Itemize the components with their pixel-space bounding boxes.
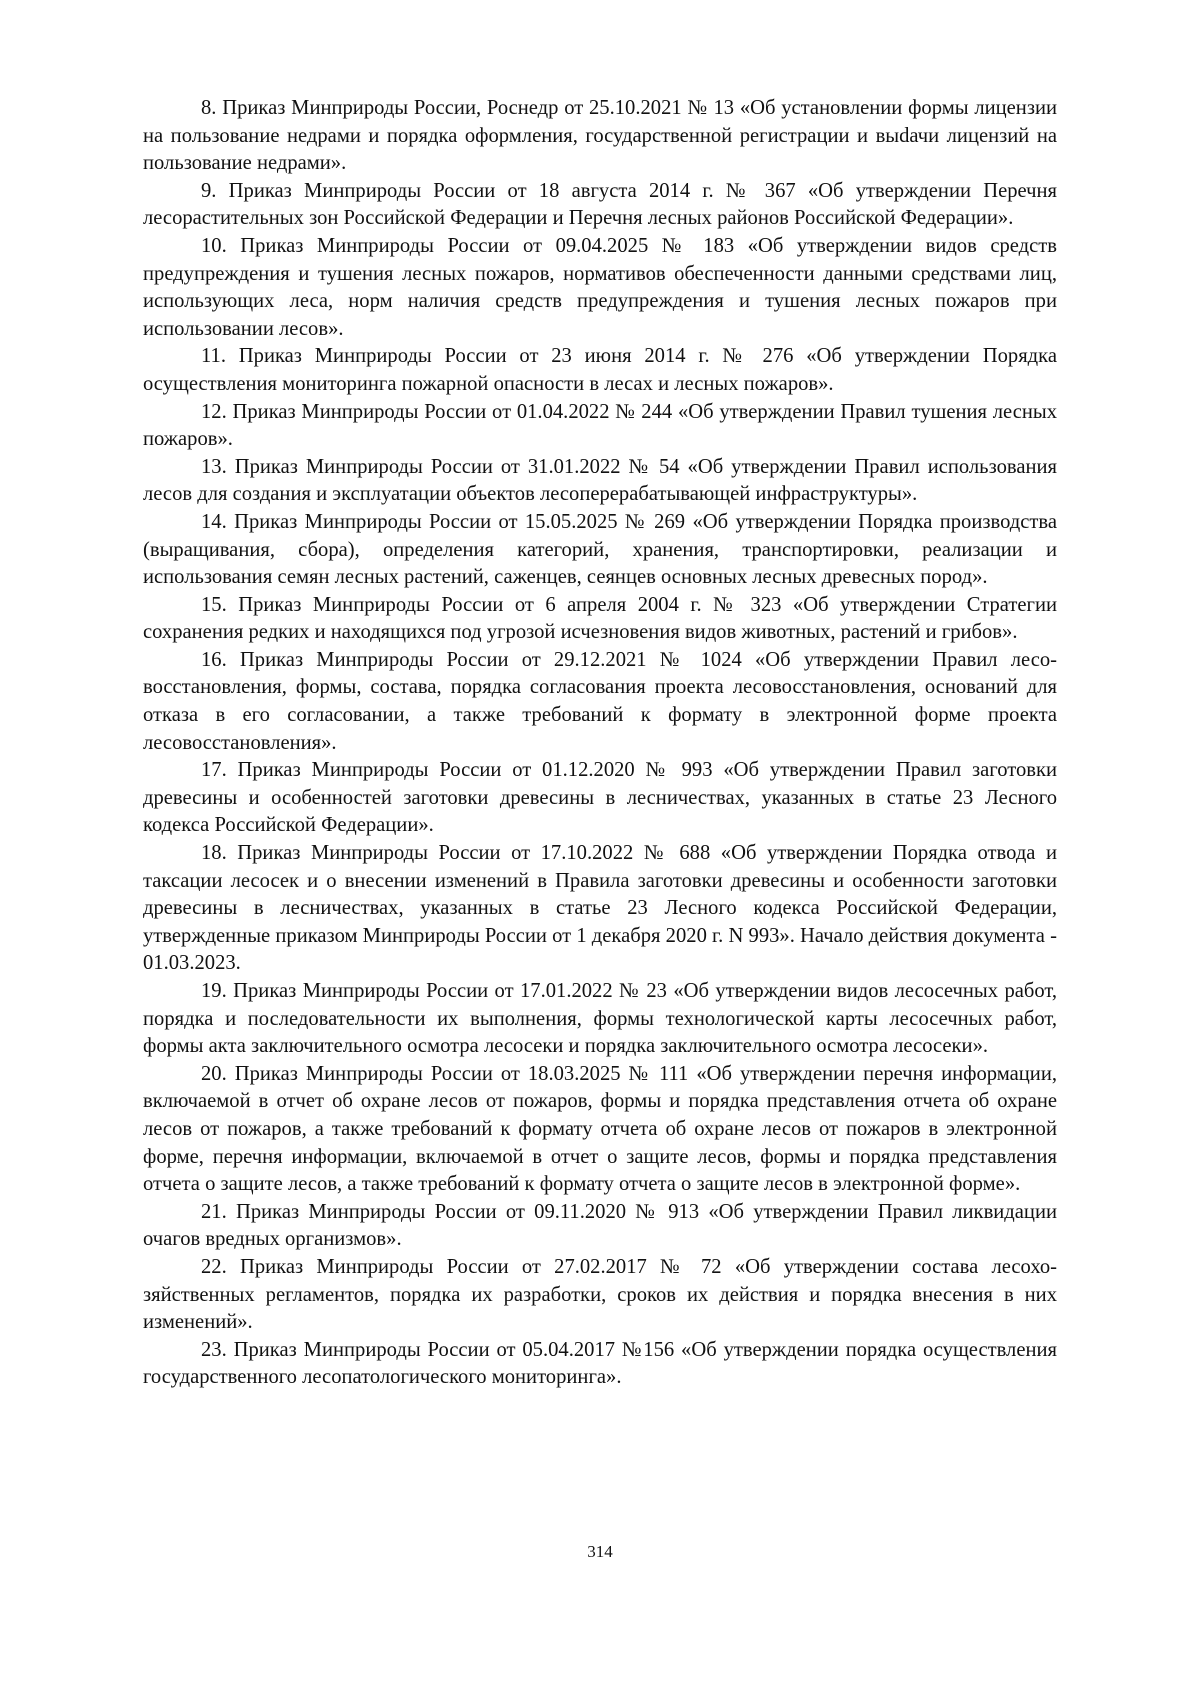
- list-item: 13. Приказ Минприроды России от 31.01.2022 № 54 «Об утверждении Правил использования лесов для создания и эксплуатации объектов лесоперерабатывающей инфраструктуры».: [143, 455, 1057, 506]
- list-item: 21. Приказ Минприроды России от 09.11.2020 № 913 «Об утверждении Правил ликвидации очагов вредных организмов».: [143, 1200, 1057, 1251]
- list-item: 10. Приказ Минприроды России от 09.04.2025 № 183 «Об утверждении видов средств предупреждения и тушения лесных пожаров, нормативов обеспеченности данными средствами лиц, использующих леса, норм наличия средств предупреждения и тушения лесных пожаров при использовании лесов».: [143, 234, 1057, 340]
- document-body: [143, 95, 1057, 1392]
- list-item: 16. Приказ Минприроды России от 29.12.2021 № 1024 «Об утверждении Правил лесовосстановления, формы, состава, порядка согласования проекта лесовосстановления, оснований для отказа в его согласовании, а также требований к формату в электронной форме проекта лесовосстановления».: [143, 648, 1057, 754]
- list-item: 11. Приказ Минприроды России от 23 июня 2014 г. № 276 «Об утверждении Порядка осуществления мониторинга пожарной опасности в лесах и лесных пожаров».: [143, 345, 1057, 395]
- list-item: 14. Приказ Минприроды России от 15.05.2025 № 269 «Об утверждении Порядка производства (выращивания, сбора), определения категорий, хранения, транспортировки, реализации и использования семян лесных растений, саженцев, сеянцев основных лесных древесных пород».: [143, 510, 1057, 589]
- list-item: 9. Приказ Минприроды России от 18 августа 2014 г. № 367 «Об утверждении Перечня лесорастительных зон Российской Федерации и Перечня лесных районов Российской Федерации».: [143, 179, 1057, 230]
- list-item: 18. Приказ Минприроды России от 17.10.2022 № 688 «Об утверждении Порядка отвода и таксации лесосек и о внесении изменений в Правила заготовки древесины и особенности заготовки древесины в лесничествах, указанных в статье 23 Лесного кодекса Российской Федерации, утвержденные приказом Минприроды России от 1 декабря 2020 г. N 993». Начало действия документа - 01.03.2023.: [143, 842, 1057, 975]
- list-item: 15. Приказ Минприроды России от 6 апреля 2004 г. № 323 «Об утверждении Стратегии сохранения редких и находящихся под угрозой исчезновения видов животных, растений и грибов».: [143, 593, 1057, 644]
- page-number: 314: [587, 1542, 613, 1561]
- list-item: 23. Приказ Минприроды России от 05.04.2017 №156 «Об утверждении порядка осуществления государственного лесопатологического мониторинга».: [143, 1338, 1057, 1389]
- list-item: 8. Приказ Минприроды России, Роснедр от 25.10.2021 № 13 «Об установлении формы лицензии на пользование недрами и порядка оформления, государственной регистрации и выdачи лицензий на пользование недрами».: [143, 97, 1057, 175]
- list-item: 22. Приказ Минприроды России от 27.02.2017 № 72 «Об утверждении состава лесохозяйственных регламентов, порядка их разработки, сроков их действия и порядка внесения в них изменений».: [143, 1255, 1057, 1334]
- list-item: 17. Приказ Минприроды России от 01.12.2020 № 993 «Об утверждении Правил заготовки древесины и особенностей заготовки древесины в лесничествах, указанных в статье 23 Лесного кодекса Российской Федерации».: [143, 759, 1057, 837]
- list-item: 20. Приказ Минприроды России от 18.03.2025 № 111 «Об утверждении перечня информации, включаемой в отчет об охране лесов от пожаров, формы и порядка представления отчета об охране лесов от пожаров, а также требований к формату отчета об охране лесов от пожаров в электронной форме, перечня информации, включаемой в отчет о защите лесов, формы и порядка представления отчета о защите лесов, а также требований к формату отчета о защите лесов в электронной форме».: [143, 1062, 1057, 1196]
- list-item: 12. Приказ Минприроды России от 01.04.2022 № 244 «Об утверждении Правил тушения лесных пожаров».: [143, 400, 1057, 451]
- list-item: 19. Приказ Минприроды России от 17.01.2022 № 23 «Об утверждении видов лесосечных работ, порядка и последовательности их выполнения, формы технологической карты лесосечных работ, формы акта заключительного осмотра лесосеки и порядка заключительного осмотра лесосеки».: [143, 980, 1057, 1058]
